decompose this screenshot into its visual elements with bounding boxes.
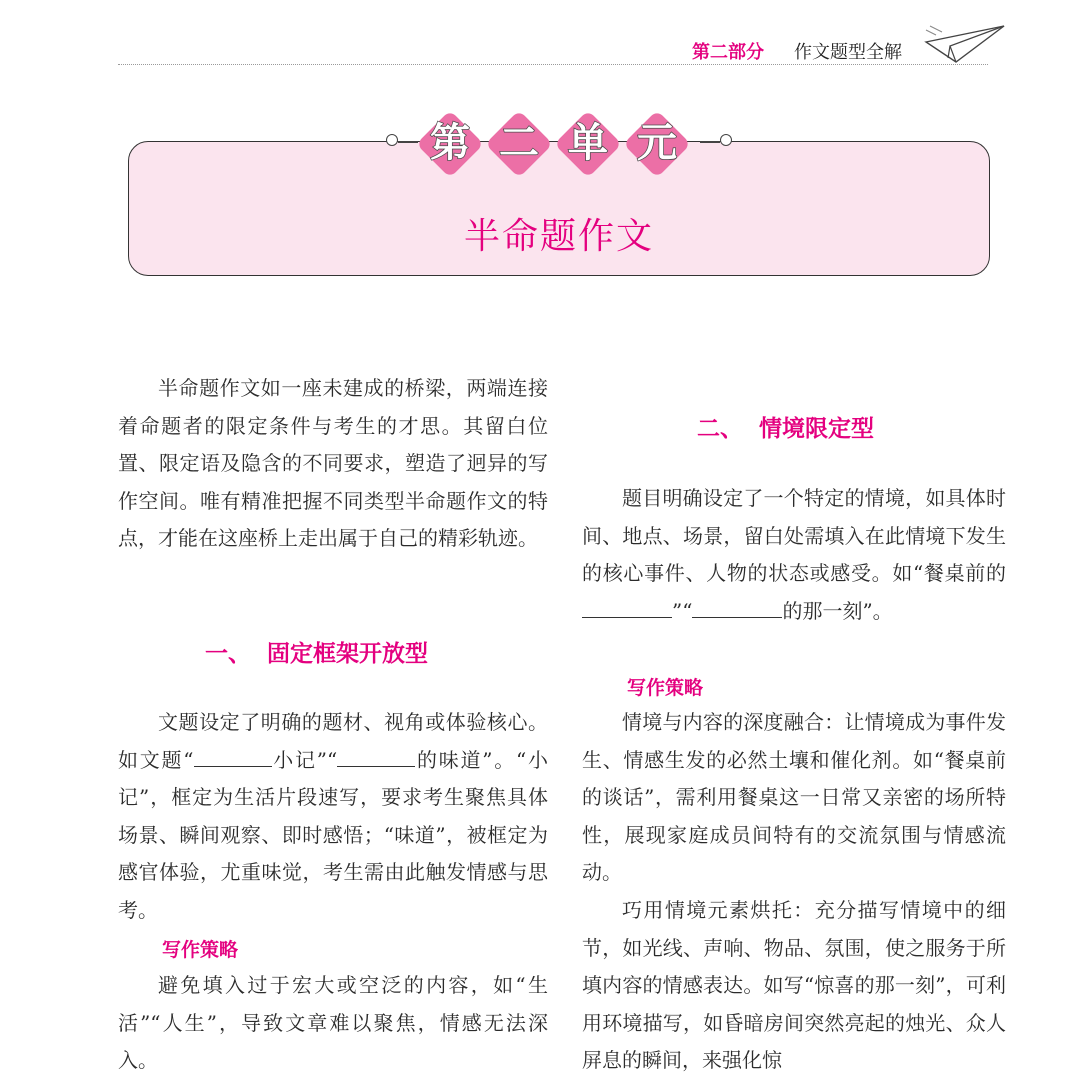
- section-heading-1: [205, 635, 428, 668]
- running-header: [118, 0, 988, 65]
- title-connector-right: [700, 141, 720, 143]
- strategy-paragraph: 情境与内容的深度融合：让情境成为事件发生、情感生发的必然土壤和催化剂。如“餐桌前的谈话”，需利用餐桌这一日常又亲密的场所特性，展现家庭成员间特有的交流氛围与情感流动。: [582, 710, 1006, 885]
- text-run: ”“: [672, 598, 693, 623]
- text-run: 的那一刻”。: [782, 598, 893, 623]
- unit-title-diamond: [623, 110, 691, 178]
- header-title: 作文题型全解: [794, 42, 902, 63]
- header-part-label: 第二部分: [692, 42, 764, 63]
- unit-title-diamond: [416, 110, 484, 178]
- text-run: 小记”“: [271, 747, 338, 772]
- section2-body: [582, 480, 1006, 630]
- fill-blank: [337, 744, 415, 767]
- fill-blank: [582, 595, 672, 618]
- text-run: 文题设定了明确的题材、视角或体验核心。如文题“: [118, 710, 548, 772]
- text-run: 的味道”。“小记”，框定为生活片段速写，要求考生聚焦具体场景、瞬间观察、即时感悟；“味道”，被框定为感官体验，尤重味觉，考生需由此触发情感与思考。: [118, 747, 548, 922]
- unit-title-char: 第: [430, 120, 470, 166]
- intro-paragraph: 半命题作文如一座未建成的桥梁，两端连接着命题者的限定条件与考生的才思。其留白位置、限定语及隐含的不同要求，塑造了迥异的写作空间。唯有精准把握不同类型半命题作文的特点，才能在这座桥上走出属于自己的精彩轨迹。: [118, 376, 548, 551]
- fill-blank: [194, 744, 272, 767]
- section-number: 一、: [205, 641, 251, 667]
- unit-subtitle: 半命题作文: [463, 216, 654, 257]
- paper-plane-icon: [924, 22, 1006, 68]
- text-run: 题目明确设定了一个特定的情境，如具体时间、地点、场景，留白处需填入在此情境下发生的核心事件、人物的状态或感受。如“餐桌前的: [582, 486, 1006, 586]
- strategy-body-2: [582, 704, 1006, 1080]
- unit-title-char: 二: [499, 120, 539, 166]
- section-title: 情境限定型: [759, 416, 875, 442]
- strategy-paragraph: 避免填入过于宏大或空泛的内容，如“生活”“人生”，导致文章难以聚焦，情感无法深入。: [118, 973, 548, 1073]
- section-number: 二、: [697, 416, 743, 442]
- strategy-paragraph: 巧用情境元素烘托：充分描写情境中的细节，如光线、声响、物品、氛围，使之服务于所填内容的情感表达。如写“惊喜的那一刻”，可利用环境描写，如昏暗房间突然亮起的烛光、众人屏息的瞬间，来强化惊: [582, 897, 1006, 1073]
- unit-title-diamond: [554, 110, 622, 178]
- section-title: 固定框架开放型: [267, 641, 429, 667]
- fill-blank: [692, 595, 782, 618]
- title-connector-left: [398, 141, 418, 143]
- ring-left-icon: [386, 134, 398, 146]
- unit-title-diamond: [485, 110, 553, 178]
- section2-paragraph: [582, 480, 1006, 630]
- unit-title-char: 元: [637, 120, 677, 166]
- section1-paragraph: [118, 704, 548, 930]
- left-column-intro: [118, 370, 548, 558]
- strategy-label-2: 写作策略: [627, 677, 704, 699]
- ring-right-icon: [720, 134, 732, 146]
- strategy-body-1: [118, 967, 548, 1080]
- unit-title-char: 单: [568, 120, 608, 166]
- section1-body: [118, 704, 548, 930]
- strategy-label-1: 写作策略: [162, 939, 239, 961]
- section-heading-2: [697, 410, 874, 443]
